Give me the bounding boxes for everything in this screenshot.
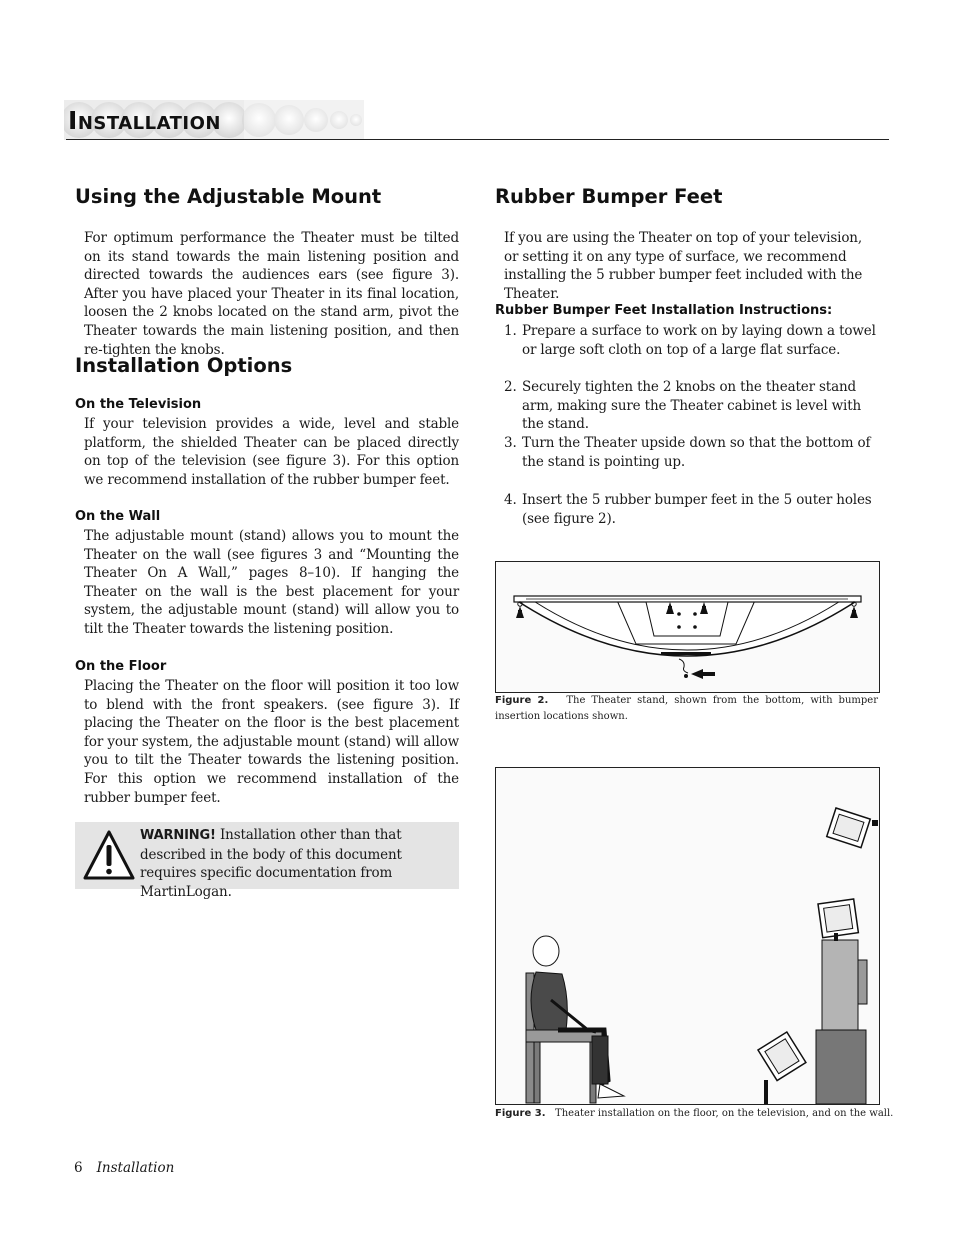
page-footer [74,1160,174,1176]
tv-speaker [818,899,858,938]
television [816,940,867,1104]
floor-speaker-stand [764,1080,768,1104]
warning-text [140,826,456,901]
figure-2-label: Figure 2. [495,695,549,706]
warning-label: WARNING! [140,828,216,843]
floor-speaker [758,1032,806,1081]
footer-section: Installation [96,1160,175,1176]
header-rule [66,139,889,140]
warning-body: Installation other than that described in the body of this document requires specific documentation from MartinLogan. [140,827,402,900]
figure-3-label: Figure 3. [495,1108,546,1119]
figure-2 [495,561,880,693]
step-number: 1. [504,323,517,339]
step-text: Prepare a surface to work on by laying down a towel or large soft cloth on top of a large flat surface. [522,323,876,358]
wall-speaker [827,808,871,848]
mount-paragraph: For optimum performance the Theater must be tilted on its stand towards the main listening position and directed towards the audiences ears (see figure 3). After you have placed your Theater in its final location, loosen the 2 knobs located on the stand arm, pivot the Theater towards the main listening position, and then re-tighten the knobs. [84,230,459,358]
instructions-heading: Rubber Bumper Feet Installation Instructions: [495,303,833,318]
figure-2-caption [495,693,878,724]
step-number: 2. [504,379,517,395]
person [531,936,624,1098]
figure-3 [495,767,880,1105]
mount-heading: Using the Adjustable Mount [75,185,382,208]
page-title: INSTALLATION [68,106,221,135]
figure-3-caption [495,1106,895,1122]
tv-heading: On the Television [75,397,202,412]
step-number: 4. [504,492,517,508]
step-text: Insert the 5 rubber bumper feet in the 5 outer holes (see figure 2). [522,492,872,527]
warning-triangle-icon [82,829,136,881]
floor-paragraph: Placing the Theater on the floor will position it too low to blend with the front speakers. (see figure 3). If placing the Theater on the floor is the best placement for your system, the adjustable mount (stand) will allow you to tilt the Theater towards the listening position. For this option we recommend installation of the rubber bumper feet. [84,678,459,806]
figure-2-caption-text: The Theater stand, shown from the bottom, with bumper insertion locations shown. [495,695,878,722]
options-heading: Installation Options [75,354,293,377]
floor-heading: On the Floor [75,659,167,674]
step-number: 3. [504,435,517,451]
step-text: Securely tighten the 2 knobs on the theater stand arm, making sure the Theater cabinet is level with the stand. [522,379,862,433]
page-number: 6 [74,1160,83,1176]
stand-bottom-illustration [496,562,879,692]
room-placement-illustration [496,768,879,1104]
bumper-paragraph: If you are using the Theater on top of your television, or setting it on any type of surface, we recommend installing the 5 rubber bumper feet included with the Theater. [504,230,863,302]
step-text: Turn the Theater upside down so that the bottom of the stand is pointing up. [522,435,871,470]
wall-paragraph: The adjustable mount (stand) allows you to mount the Theater on the wall (see figures 3 and “Mounting the Theater On A Wall,” pages 8–10). If hanging the Theater on the wall is the best placement for your system, the adjustable mount (stand) will allow you to tilt the Theater towards the listening position. [84,528,459,637]
figure-3-caption-text: Theater installation on the floor, on the television, and on the wall. [555,1108,894,1119]
wall-heading: On the Wall [75,509,161,524]
bumper-heading: Rubber Bumper Feet [495,185,723,208]
tv-paragraph: If your television provides a wide, level and stable platform, the shielded Theater can be placed directly on top of the television (see figure 3). For this option we recommend installation of the rubber bumper feet. [84,416,459,488]
